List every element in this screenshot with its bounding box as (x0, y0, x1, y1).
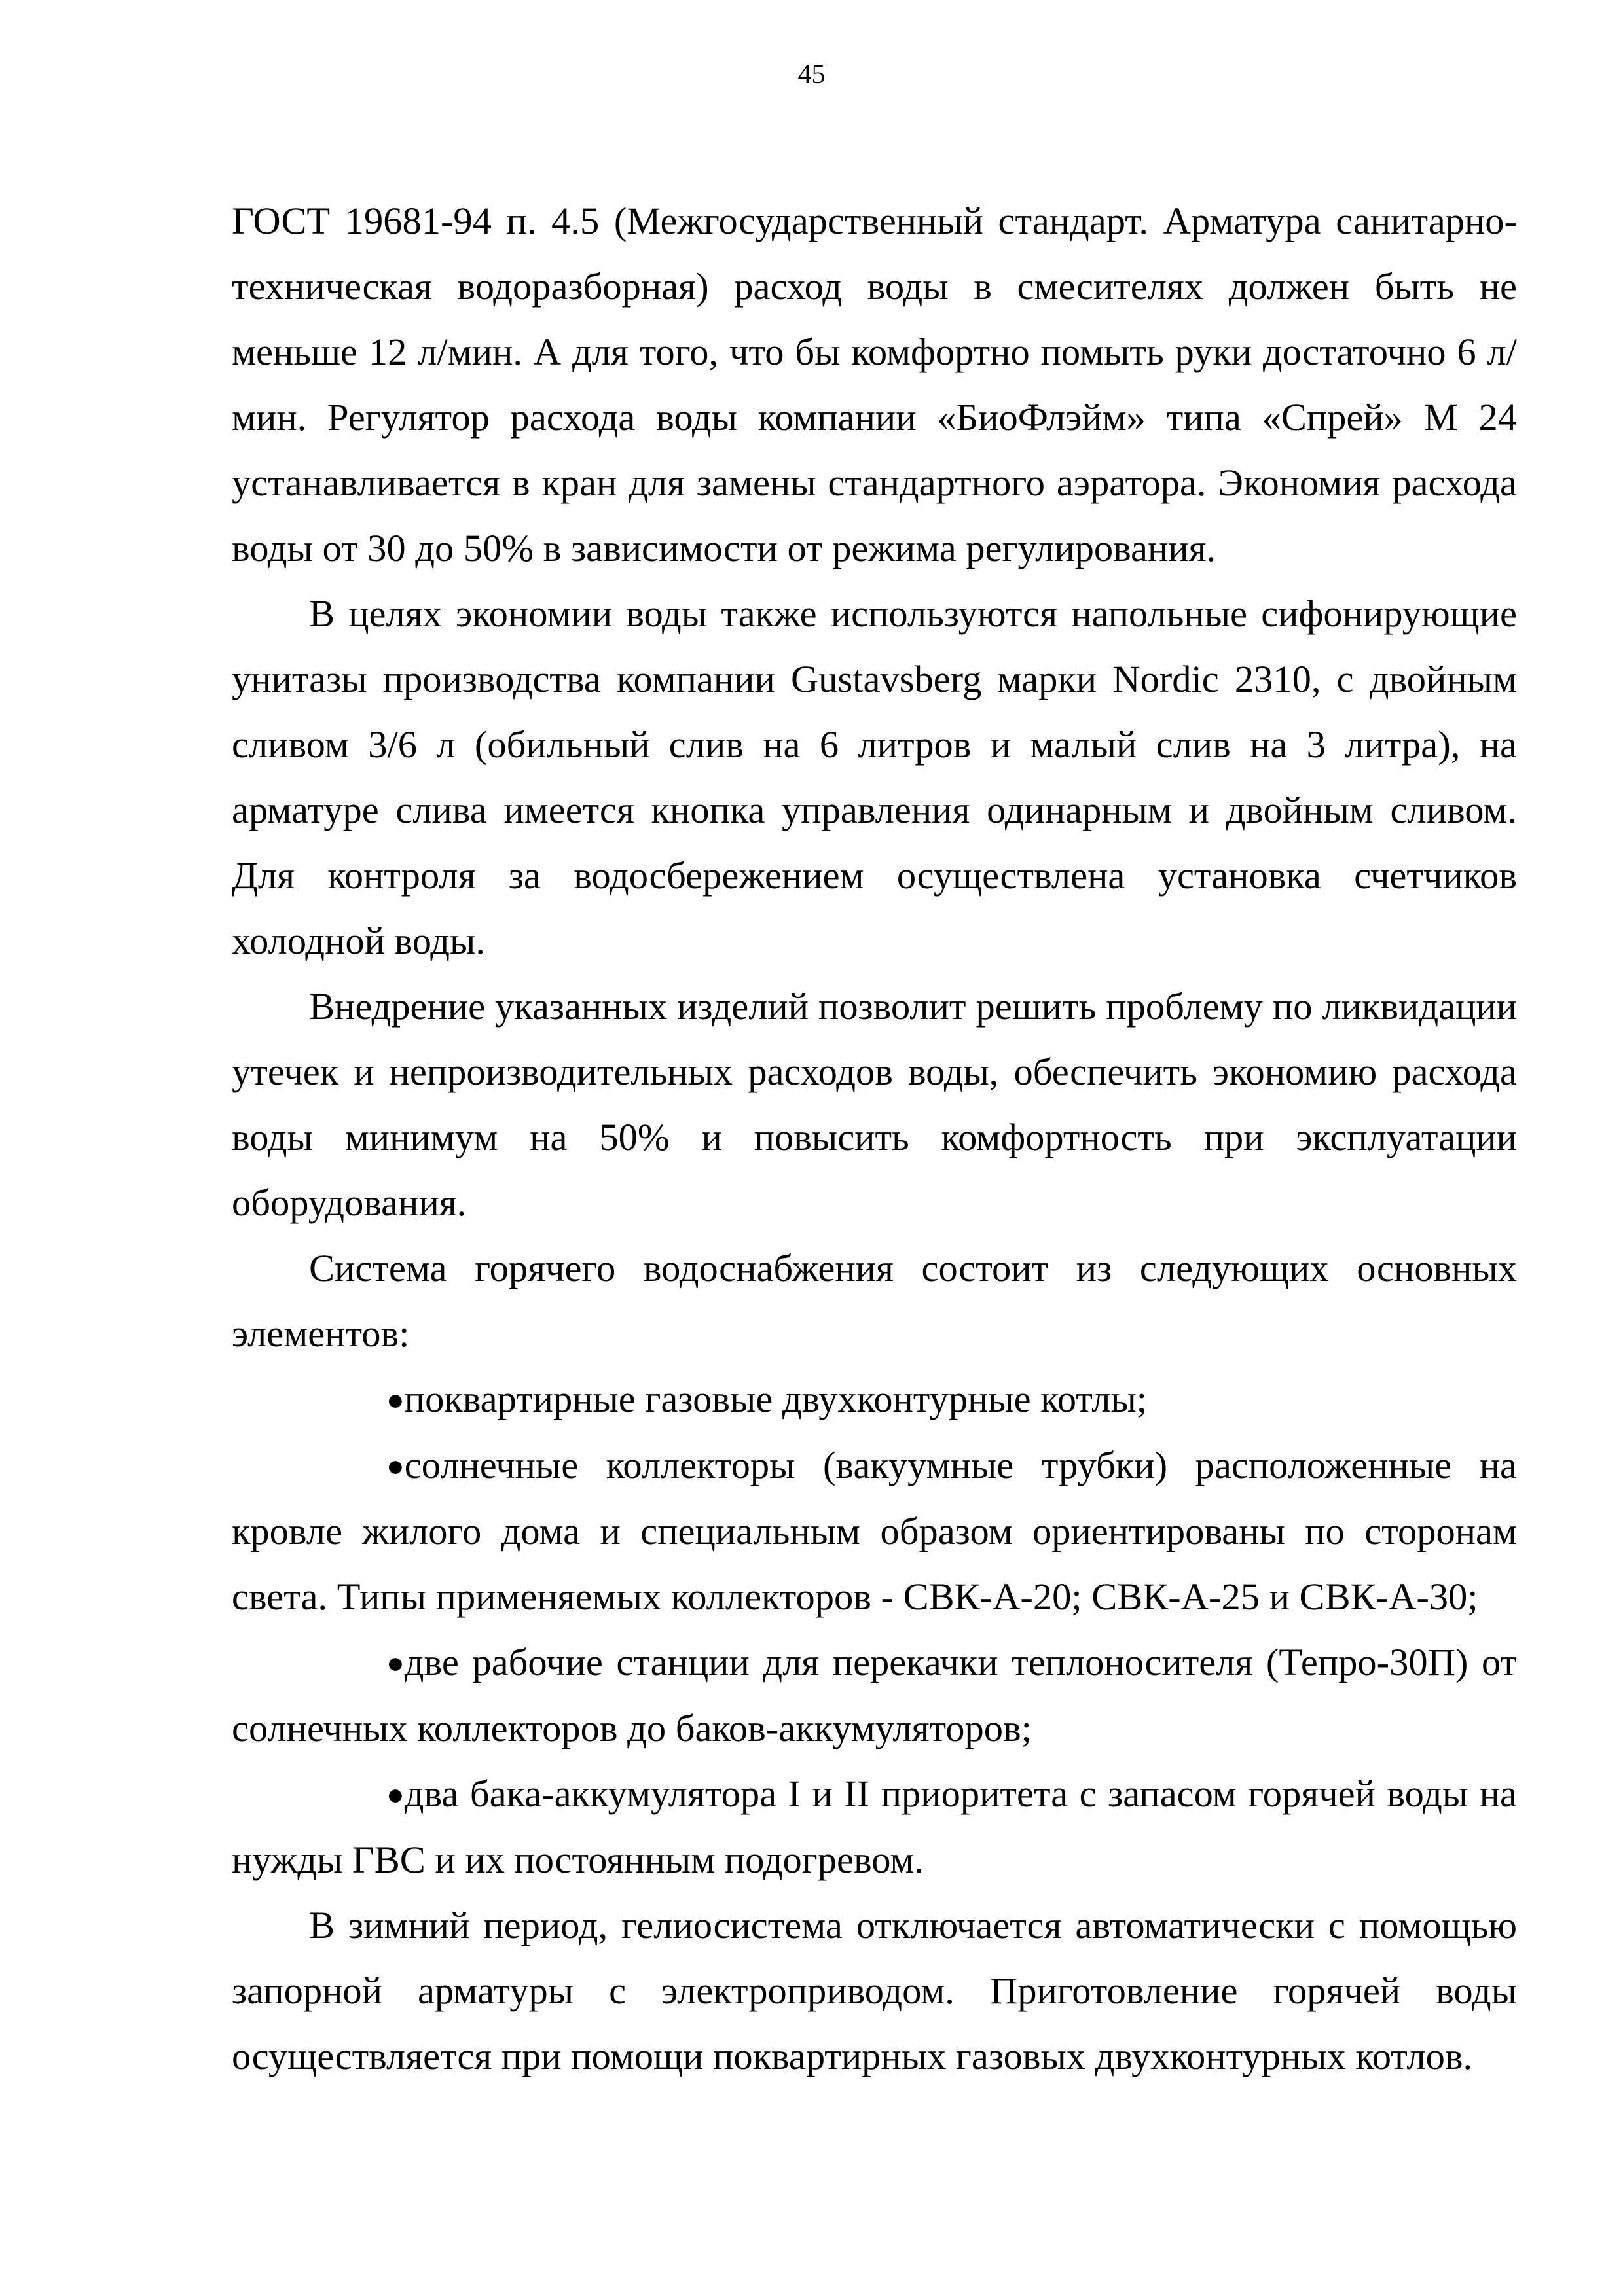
paragraph-winter-period: В зимний период, гелиосистема отключается автоматически с помощью запорной арматуры с электроприводом. Приготовление горячей воды осуществляется при помощи поквартирных газовых двухконтурных котлов. (232, 1904, 1517, 2077)
paragraph-implementation: Внедрение указанных изделий позволит решить проблему по ликвидации утечек и непроизводительных расходов воды, обеспечить экономию расхода воды минимум на 50% и повысить комфортность при эксплуатации оборудования. (232, 985, 1517, 1224)
paragraph-hot-water-system: Система горячего водоснабжения состоит из следующих основных элементов: (232, 1247, 1517, 1355)
document-body (232, 188, 1517, 2089)
bullet-icon: ● (386, 1778, 405, 1811)
bullet-item-pump-stations (232, 1630, 1517, 1761)
bullet-item-storage-tanks (232, 1761, 1517, 1893)
bullet-text: поквартирные газовые двухконтурные котлы; (404, 1378, 1148, 1420)
bullet-item-boilers (232, 1367, 1517, 1433)
paragraph-toilets: В целях экономии воды также используются напольные сифонирующие унитазы производства компании Gustavsberg марки Nordic 2310, с двойным сливом 3/6 л (обильный слив на 6 литров и малый слив на 3 литра), на арматуре слива имеется кнопка управления одинарным и двойным сливом. Для контроля за водосбережением осуществлена установка счетчиков холодной воды. (232, 592, 1517, 962)
bullet-icon: ● (386, 1383, 405, 1416)
bullet-icon: ● (386, 1449, 405, 1482)
bullet-text: солнечные коллекторы (вакуумные трубки) расположенные на кровле жилого дома и специальным образом ориентированы по сторонам света. Типы применяемых коллекторов - СВК-А-20; СВК-А-25 и СВК-А-30; (232, 1444, 1517, 1618)
bullet-item-solar-collectors (232, 1433, 1517, 1630)
paragraph-gost-water-flow: ГОСТ 19681-94 п. 4.5 (Межгосударственный стандарт. Арматура санитарно-техническая водоразборная) расход воды в смесителях должен быть не меньше 12 л/мин. А для того, что бы комфортно помыть руки достаточно 6 л/мин. Регулятор расхода воды компании «БиоФлэйм» типа «Спрей» М 24 устанавливается в кран для замены стандартного аэратора. Экономия расхода воды от 30 до 50% в зависимости от режима регулирования. (232, 200, 1517, 569)
page-number: 45 (797, 60, 826, 90)
bullet-icon: ● (386, 1646, 405, 1679)
bullet-text: две рабочие станции для перекачки теплоносителя (Тепро-30П) от солнечных коллекторов до баков-аккумуляторов; (232, 1641, 1517, 1749)
bullet-text: два бака-аккумулятора I и II приоритета с запасом горячей воды на нужды ГВС и их постоянным подогревом. (232, 1772, 1517, 1881)
